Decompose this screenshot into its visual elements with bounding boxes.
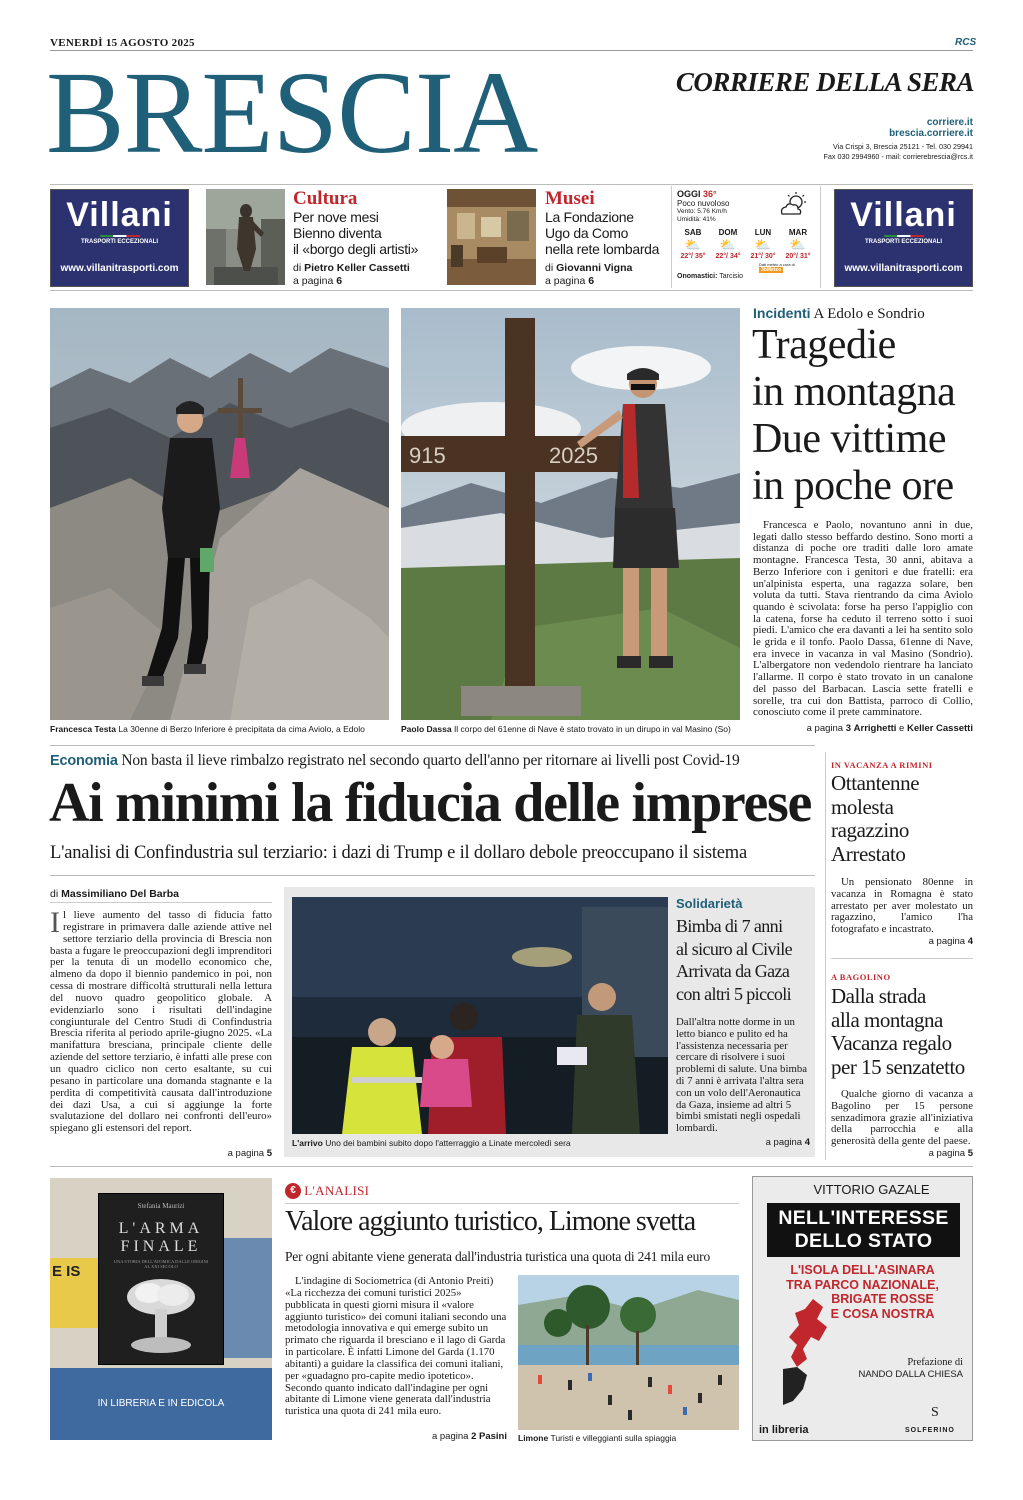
economia-kicker-label: Economia [50, 753, 118, 769]
weather-today-temp: 36° [703, 189, 717, 199]
cultura-line-1: Per nove mesi [293, 209, 379, 225]
weather-today [677, 189, 717, 199]
weather-day-temp: 20°/ 31° [785, 253, 811, 260]
economia-page-prefix: a pagina [227, 1148, 265, 1159]
flag-stripe [100, 235, 140, 237]
gazale-title-2: DELLO STATO [794, 1230, 933, 1252]
villani-ad-left[interactable] [50, 189, 189, 287]
section-rule-2 [50, 875, 815, 876]
analisi-subhead: Per ogni abitante viene generata dall'industria turistica una quota di 241 mila euro [285, 1249, 710, 1264]
analisi-author: Pasini [479, 1431, 507, 1442]
weather-day-sun [710, 228, 746, 260]
economia-byline [50, 888, 179, 900]
cultura-author: Pietro Keller Cassetti [304, 262, 410, 274]
economia-kicker-rest: Non basta il lieve rimbalzo registrato nel secondo quarto dell'anno per ritornare ai livelli post Covid-19 [121, 752, 740, 769]
onomastici-label: Onomastici: [677, 273, 718, 280]
musei-kicker: Musei [545, 188, 595, 209]
economia-by-prefix: di [50, 888, 59, 900]
book-title-2: FINALE [120, 1238, 202, 1255]
musei-page: 6 [588, 275, 595, 287]
solidarieta-page-prefix: a pagina [765, 1137, 803, 1148]
rimini-page-prefix: a pagina [928, 936, 966, 947]
francesca-caption-text: La 30enne di Berzo Inferiore è precipitata da cima Aviolo, a Edolo [118, 724, 365, 734]
weather-day-name: MAR [788, 228, 808, 237]
gazale-title-box [767, 1203, 960, 1257]
villani-logo: Villani [66, 196, 173, 234]
francesca-testa-photo [50, 308, 389, 720]
analisi-badge-icon: € [285, 1183, 301, 1199]
economia-pageref[interactable] [50, 1148, 272, 1159]
economia-subhead: L'analisi di Confindustria sul terziario: i dazi di Trump e il dollaro debole preoccupano il sistema [50, 843, 747, 863]
limone-beach-photo [518, 1275, 739, 1430]
paolo-dassa-photo [401, 308, 740, 720]
bagolino-body: Qualche giorno di vacanza a Bagolino per 15 persone senzadimora grazie all'iniziativa della parrocchia e alla generosità della gente del paese. [831, 1088, 973, 1148]
incidenti-kicker [753, 305, 925, 323]
solferino-logo-icon: S [931, 1405, 939, 1420]
rimini-headline-line: Ottantenne [831, 771, 920, 795]
solidarieta-headline-line: Arrivata da Gaza [676, 961, 790, 981]
musei-line-2: Ugo da Como [545, 225, 629, 241]
solidarieta-page: 4 [804, 1137, 810, 1148]
incidenti-headline-line: in montagna [752, 369, 956, 415]
rimini-headline-line: Arrestato [831, 841, 906, 866]
incidenti-headline-line: Tragedie [752, 322, 896, 368]
rimini-rule [831, 958, 973, 959]
villani-ad-right[interactable] [834, 189, 973, 287]
cultura-kicker: Cultura [293, 188, 358, 209]
analisi-page: 2 [471, 1431, 477, 1442]
bagolino-headline-line: Dalla strada [831, 984, 926, 1008]
incidenti-headline-line: Due vittime [752, 416, 946, 462]
villani-url: www.villanitrasporti.com [844, 263, 963, 274]
weather-day-temp: 22°/ 34° [715, 253, 741, 260]
musei-line-3: nella rete lombarda [545, 241, 660, 257]
musei-photo [447, 189, 536, 285]
gazale-author: VITTORIO GAZALE [813, 1182, 930, 1197]
francesca-caption-name: Francesca Testa [50, 724, 116, 734]
musei-pageref[interactable] [545, 275, 594, 287]
site-link-1[interactable]: corriere.it [926, 117, 973, 128]
solidarieta-headline-line: con altri 5 piccoli [676, 983, 792, 1004]
limone-caption-text: Turisti e villeggianti sulla spiaggia [550, 1433, 677, 1443]
flag-stripe [884, 235, 924, 237]
analisi-kicker [285, 1182, 369, 1199]
issue-date: VENERDÌ 15 AGOSTO 2025 [50, 37, 195, 49]
weather-day-temp: 21°/ 30° [750, 253, 776, 260]
incidenti-kicker-rest: A Edolo e Sondrio [813, 306, 925, 322]
analisi-rule [285, 1203, 739, 1204]
cultura-photo [206, 189, 285, 285]
analisi-page-prefix: a pagina [431, 1431, 469, 1442]
rimini-body: Un pensionato 80enne in vacanza in Romagna è stato arrestato per aver molestato un ragazzino, l'amico l'ha fotografato e incastrato. [831, 876, 973, 936]
cultura-pageref[interactable] [293, 275, 342, 287]
gazale-sub-line: TRA PARCO NAZIONALE, [786, 1277, 939, 1292]
gazale-title-1: NELL'INTERESSE [778, 1207, 949, 1229]
incidenti-page: 3 [845, 723, 852, 734]
weather-day-tue [780, 228, 816, 260]
weather-day-sat [675, 228, 711, 260]
cultura-by-prefix: di [293, 262, 302, 274]
onomastici [677, 273, 743, 280]
section-rule-3 [50, 1166, 973, 1167]
incidenti-pageref[interactable] [753, 723, 973, 734]
economia-body [50, 906, 272, 1135]
solidarieta-pageref[interactable] [676, 1137, 810, 1148]
villani-url: www.villanitrasporti.com [60, 263, 179, 274]
onomastici-name: Tarcisio [719, 273, 744, 280]
incidenti-author-1: Arrighetti [853, 723, 897, 734]
solidarieta-headline-line: Bimba di 7 anni [676, 916, 783, 936]
gazale-in-libreria: in libreria [759, 1424, 809, 1436]
paper-title: CORRIERE DELLA SERA [675, 67, 974, 97]
musei-page-prefix: a pagina [545, 275, 586, 287]
paolo-caption-name: Paolo Dassa [401, 724, 452, 734]
gaza-arrival-photo [292, 897, 668, 1134]
cultura-byline [293, 262, 410, 274]
strip-rule-bottom [50, 290, 973, 291]
villani-sub: TRASPORTI ECCEZIONALI [864, 239, 942, 245]
economia-headline: Ai minimi la fiducia delle imprese [49, 772, 812, 834]
solidarieta-kicker: Solidarietà [676, 896, 743, 911]
cross-year-right: 2025 [549, 443, 598, 468]
incidenti-headline-line: in poche ore [752, 463, 954, 509]
francesca-caption [50, 724, 395, 734]
gazale-sub-line: BRIGATE ROSSE [831, 1292, 934, 1306]
asinara-map-icon [783, 1297, 843, 1407]
analisi-kicker-label: L'ANALISI [304, 1183, 370, 1199]
gazale-pref-label: Prefazione di [907, 1357, 963, 1368]
book-ad-side-text: E IS [52, 1263, 81, 1280]
weather-box [671, 186, 821, 288]
economia-body-text: l lieve aumento del tasso di fiducia fatto registrare in primavera dalle aziende attive nel settore terziario della provincia di Brescia non basta a fugare le preoccupazioni degli imprenditori per la tenuta di un modello economico che, almeno da dopo il biennio pandemico in poi, non cessa di mostrare difficoltà strutturali nella lettura del nuovo quadro geopolitico globale. A evidenziarlo sono i risultati dell'indagine congiunturale del Centro Studi di Confindustria Brescia riferita al periodo aprile-giugno 2025. «La manifattura bresciana, principale cliente delle aziende del settore terziario, è infatti alle prese con un quadro ciclico non certo esaltante, su cui pesano in particolare una domanda stagnante e la perdita di competitività causata dall'introduzione dei dazi Usa, a cui si aggiunge la forte svalutazione del dollaro nei confronti dell'euro» spiegano gli estensori del report. [50, 909, 272, 1135]
musei-author: Giovanni Vigna [556, 262, 633, 274]
book-ad-tagline: IN LIBRERIA E IN EDICOLA [97, 1398, 225, 1409]
partly-cloudy-icon [778, 192, 808, 223]
weather-wind: Vento: 5.76 Km/h [677, 208, 727, 215]
gaza-caption-text: Uno dei bambini subito dopo l'atterraggio a Linate mercoledì sera [325, 1138, 571, 1148]
cultura-line-3: il «borgo degli artisti» [293, 241, 419, 257]
musei-by-prefix: di [545, 262, 554, 274]
cultura-line-2: Bienno diventa [293, 225, 382, 241]
incidenti-kicker-label: Incidenti [753, 305, 811, 321]
cloud-sun-icon: ⛅ [754, 237, 772, 252]
gazale-pref-name: NANDO DALLA CHIESA [858, 1369, 963, 1380]
villani-logo: Villani [850, 196, 957, 234]
book-author: Stefania Maurizi [137, 1202, 185, 1210]
rimini-headline [831, 772, 919, 866]
cultura-page: 6 [336, 275, 343, 287]
gaza-caption-name: L'arrivo [292, 1138, 323, 1148]
weather-credit-text: Dati meteo a cura di [759, 262, 795, 267]
limone-caption [518, 1433, 739, 1443]
book-ad[interactable] [50, 1178, 272, 1440]
cultura-page-prefix: a pagina [293, 275, 334, 287]
bagolino-page: 5 [967, 1148, 973, 1159]
cloud-sun-icon: ⛅ [719, 237, 737, 252]
incidenti-page-prefix: a pagina [806, 723, 844, 734]
book-title-1: L'ARMA [118, 1220, 204, 1237]
solidarieta-body: Dall'altra notte dorme in un letto bianco e pulito ed ha l'assistenza necessaria per cercare di risolvere i suoi problemi di salute. Una bimba di 7 anni è arrivata l'altra sera con un volo dell'Aeronautica da Gaza, insieme ad altri 5 bimbi smistati negli ospedali lombardi. [676, 1016, 808, 1135]
site-link-2[interactable]: brescia.corriere.it [889, 128, 973, 139]
cloud-sun-icon: ⛅ [789, 237, 807, 252]
weather-credit [759, 262, 819, 273]
incidenti-headline [752, 322, 955, 510]
incidenti-and: e [899, 723, 905, 734]
economia-page: 5 [266, 1148, 272, 1159]
rimini-pageref[interactable] [831, 936, 973, 947]
rimini-headline-line: molesta [831, 794, 894, 819]
bagolino-headline [831, 985, 965, 1079]
musei-line-1: La Fondazione [545, 209, 634, 225]
weather-desc: Poco nuvoloso [677, 199, 730, 208]
villani-sub: TRASPORTI ECCEZIONALI [80, 239, 158, 245]
weather-humidity: Umidità: 41% [677, 216, 716, 223]
analisi-body: L'indagine di Sociometrica (di Antonio Preiti) «La ricchezza dei comuni turistici 2025» pubblicata in questi giorni misura il «valore aggiunto turistico» dei comuni italiani secondo una metodologia innovativa e qui emerge subito un primato che riguarda il bresciano e il lago di Garda in particolare. È infatti Limone del Garda (1.170 abitanti) a guidare la classifica dei comuni italiani, per «guadagno pro-capite medio ipotetico». Secondo quanto indicato dall'indagine per ogni abitante di Limone viene generata dall'industria turistica una quota di 241 mila euro. [285, 1275, 507, 1418]
weather-day-temp: 22°/ 35° [680, 253, 706, 260]
address-line-2: Fax 030 2994960 - mail: corrierebrescia@rcs.it [823, 152, 973, 161]
bagolino-headline-line: per 15 senzatetto [831, 1054, 965, 1079]
weather-day-name: LUN [754, 228, 772, 237]
economia-dropcap: I [50, 906, 60, 939]
solidarieta-headline [676, 915, 792, 1005]
paolo-caption-text: Il corpo del 61enne di Nave è stato trovato in un dirupo in val Masino (So) [453, 724, 731, 734]
section-rule-1 [50, 745, 815, 746]
gazale-sub-line: E COSA NOSTRA [830, 1306, 935, 1321]
book-cover [98, 1193, 224, 1365]
solidarieta-headline-line: al sicuro al Civile [676, 938, 793, 959]
bagolino-page-prefix: a pagina [928, 1148, 966, 1159]
economia-kicker [50, 752, 820, 770]
book-ad-bg-right [220, 1238, 272, 1358]
gazale-publisher: SOLFERINO [905, 1427, 955, 1434]
weather-day-name: DOM [718, 228, 738, 237]
cloud-sun-icon: ⛅ [684, 237, 702, 252]
right-col-divider [825, 752, 826, 1160]
book-subtitle: UNA STORIA DELL'ATOMICA DALLE ORIGINI AL XXI SECOLO [113, 1259, 209, 1269]
bagolino-kicker: A BAGOLINO [831, 972, 891, 982]
cross-year-left: 915 [409, 443, 446, 468]
analisi-pageref[interactable] [285, 1431, 507, 1442]
mushroom-cloud-icon [111, 1273, 211, 1353]
city-title: BRESCIA [46, 47, 538, 178]
bagolino-pageref[interactable] [831, 1148, 973, 1159]
rcs-logo: RCS [955, 37, 977, 48]
analisi-headline: Valore aggiunto turistico, Limone svetta [285, 1206, 696, 1237]
address-line-1: Via Crispi 3, Brescia 25121 - Tel. 030 29941 [833, 142, 973, 151]
gazale-ad[interactable] [752, 1176, 973, 1441]
byline-rule [50, 902, 272, 903]
limone-caption-name: Limone [518, 1433, 549, 1443]
musei-byline [545, 262, 632, 274]
gazale-sub-line: L'ISOLA DELL'ASINARA [790, 1263, 935, 1277]
gaza-caption [292, 1138, 668, 1148]
rimini-headline-line: ragazzino [831, 818, 910, 842]
paolo-caption [401, 724, 746, 734]
strip-rule-top [50, 184, 973, 185]
rimini-page: 4 [967, 936, 973, 947]
weather-today-label: OGGI [677, 189, 701, 199]
weather-day-name: SAB [684, 228, 702, 237]
weather-credit-brand: 3bMeteo [761, 267, 782, 273]
rimini-kicker: IN VACANZA A RIMINI [831, 760, 933, 770]
bagolino-headline-line: Vacanza regalo [831, 1031, 952, 1055]
weather-day-mon [745, 228, 781, 260]
bagolino-headline-line: alla montagna [831, 1007, 943, 1032]
economia-author: Massimiliano Del Barba [61, 888, 179, 900]
incidenti-body: Francesca e Paolo, novantuno anni in due, legati dallo stesso beffardo destino. Sono morti a distanza di poche ore traditi dalle loro amate montagne. Francesca Testa, 30 anni, abitava a Berzo Inferiore con i genitori e due fratelli: era un'alpinista esperta, una ragazza solare, ben voluta da tutti. Stava rientrando da cima Aviolo quando è scivolata: forse ha perso l'appiglio con la catena, forse ha ceduto il terreno sotto i suoi piedi. L'amico che era davanti a lei ha sentito solo le grida e il tonfo. Paolo Dassa, 61enne di Nave, era invece in vacanza in val Masino (Sondrio). L'albergatore non vedendolo rientrare ha lanciato l'allarme. Il corpo è stato trovato in un canalone del passo del Barbacan. Lascia sette fratelli e sorelle, tra cui don Battista, parroco di Collio, conosciuto come il prete camminatore. [753, 519, 973, 719]
incidenti-author-2: Keller Cassetti [906, 723, 973, 734]
